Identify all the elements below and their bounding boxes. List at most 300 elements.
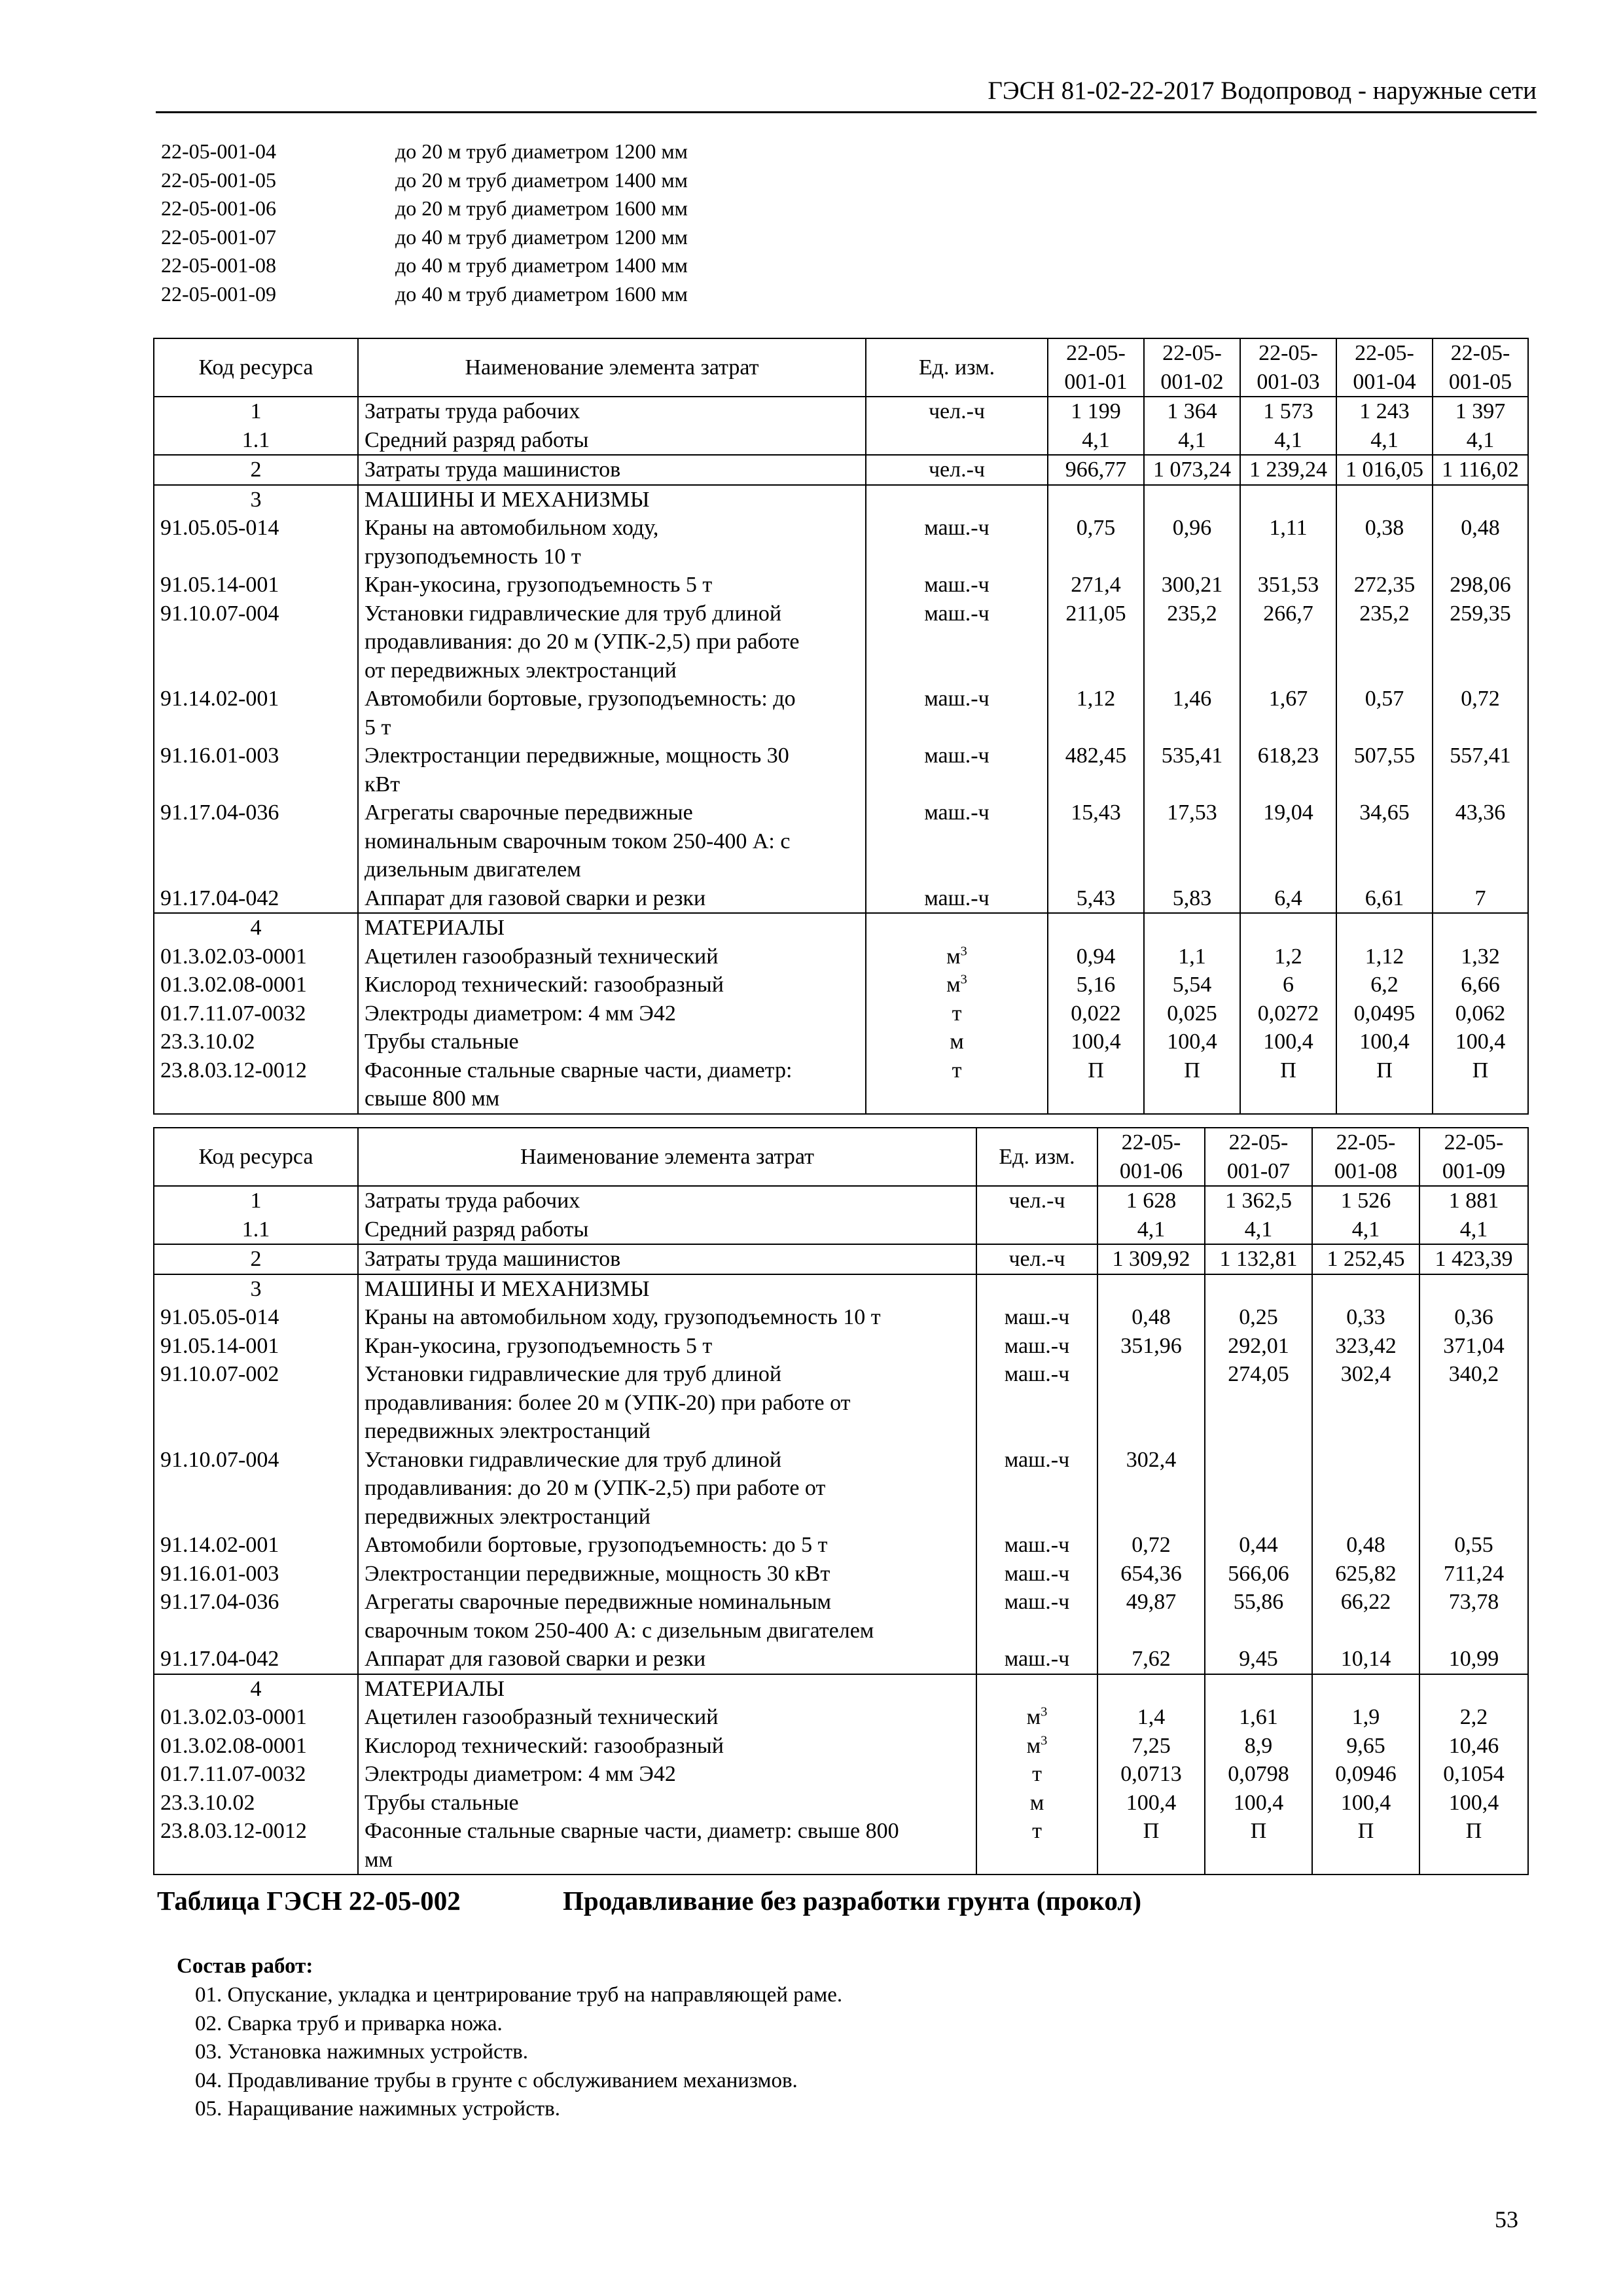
table-row	[154, 600, 1528, 685]
cell-resource-name: Ацетилен газообразный технический	[358, 942, 866, 971]
running-header: ГЭСН 81-02-22-2017 Водопровод - наружные сети	[156, 71, 1537, 113]
cell-unit-superscript: 3	[960, 972, 967, 987]
cell-value: 0,57	[1336, 685, 1433, 742]
cell-value	[1048, 913, 1144, 942]
cell-resource-name	[358, 1817, 976, 1874]
table-row	[154, 397, 1528, 426]
cell-value: 0,48	[1433, 514, 1528, 571]
cell-value: 0,0713	[1097, 1760, 1205, 1789]
cell-value: 0,0272	[1240, 999, 1336, 1028]
cell-resource-name	[358, 1588, 976, 1645]
cell-resource-name-line: Фасонные стальные сварные части, диаметр: свыше 800	[365, 1819, 899, 1843]
cell-resource-name: МАТЕРИАЛЫ	[358, 913, 866, 942]
cell-resource-name-line: Установки гидравлические для труб длиной	[365, 601, 782, 626]
table-row	[154, 913, 1528, 942]
cell-resource-code: 91.17.04-036	[154, 1588, 358, 1645]
cell-value: 100,4	[1312, 1789, 1419, 1818]
cell-resource-name: Кран-укосина, грузоподъемность 5 т	[358, 1332, 976, 1361]
cell-value: 4,1	[1433, 426, 1528, 456]
header-norm-code-line: 22-05-	[1258, 341, 1318, 365]
works-heading: Состав работ:	[177, 1954, 313, 1978]
table-title	[157, 1885, 1141, 1916]
cell-value: 0,75	[1048, 514, 1144, 571]
cell-value: 0,33	[1312, 1303, 1419, 1332]
code-list-desc: до 20 м труб диаметром 1600 мм	[395, 196, 688, 221]
cell-resource-name	[358, 600, 866, 685]
cell-value: 49,87	[1097, 1588, 1205, 1645]
cell-resource-name: МАШИНЫ И МЕХАНИЗМЫ	[358, 1274, 976, 1304]
cell-resource-name-line: передвижных электростанций	[365, 1504, 651, 1529]
cell-value: 0,0495	[1336, 999, 1433, 1028]
cell-value: 100,4	[1205, 1789, 1312, 1818]
cell-value: 4,1	[1336, 426, 1433, 456]
cell-value: 1 526	[1312, 1186, 1419, 1215]
cell-value: 6,4	[1240, 884, 1336, 914]
cell-resource-name: Средний разряд работы	[358, 1215, 976, 1245]
cell-unit	[866, 942, 1048, 971]
header-norm-code	[1144, 338, 1240, 397]
cell-value: 5,43	[1048, 884, 1144, 914]
cell-resource-name: Краны на автомобильном ходу, грузоподъемность 10 т	[358, 1303, 976, 1332]
cell-resource-name-line: грузоподъемность 10 т	[365, 544, 581, 569]
header-code: Код ресурса	[154, 338, 358, 397]
code-list-code: 22-05-001-07	[161, 224, 276, 249]
table-row	[154, 1360, 1528, 1446]
cell-unit	[976, 1674, 1097, 1704]
cell-value: 100,4	[1240, 1028, 1336, 1056]
cell-unit-superscript: 3	[960, 944, 967, 959]
cell-resource-code: 23.3.10.02	[154, 1028, 358, 1056]
cell-value: 266,7	[1240, 600, 1336, 685]
cell-value: 73,78	[1419, 1588, 1528, 1645]
cell-value	[1097, 1274, 1205, 1304]
header-norm-code-line: 22-05-	[1450, 341, 1510, 365]
code-list-item	[161, 194, 688, 223]
cell-unit: чел.-ч	[976, 1186, 1097, 1215]
table-row	[154, 1244, 1528, 1274]
cell-resource-name: Кран-укосина, грузоподъемность 5 т	[358, 571, 866, 600]
cell-value: П	[1240, 1056, 1336, 1114]
header-norm-code-line: 22-05-	[1228, 1130, 1289, 1155]
cell-value: 371,04	[1419, 1332, 1528, 1361]
table-row	[154, 1274, 1528, 1304]
cell-resource-name	[358, 1360, 976, 1446]
cell-value: 302,4	[1097, 1446, 1205, 1532]
cell-value: 340,2	[1419, 1360, 1528, 1446]
cell-value: 0,38	[1336, 514, 1433, 571]
cell-value: 100,4	[1048, 1028, 1144, 1056]
cell-resource-name-line: свыше 800 мм	[365, 1086, 500, 1111]
cell-value: 43,36	[1433, 798, 1528, 884]
table-header-row	[154, 1128, 1528, 1186]
cell-resource-name	[358, 798, 866, 884]
cell-resource-code: 1.1	[154, 426, 358, 456]
cell-value	[1205, 1674, 1312, 1704]
cell-unit: маш.-ч	[976, 1645, 1097, 1674]
cell-unit: маш.-ч	[976, 1360, 1097, 1446]
cell-resource-name-line: дизельным двигателем	[365, 857, 581, 882]
cell-unit: маш.-ч	[976, 1588, 1097, 1645]
table-row	[154, 884, 1528, 914]
cell-value: 1,12	[1048, 685, 1144, 742]
header-norm-code	[1048, 338, 1144, 397]
cell-value: 302,4	[1312, 1360, 1419, 1446]
header-norm-code-line: 22-05-	[1162, 341, 1222, 365]
cell-value: 1,32	[1433, 942, 1528, 971]
header-norm-code-line: 001-03	[1257, 369, 1320, 394]
header-norm-code-line: 001-07	[1226, 1158, 1291, 1183]
cell-value: 1,12	[1336, 942, 1433, 971]
cell-resource-name-line: 5 т	[365, 715, 391, 740]
header-norm-code	[1097, 1128, 1205, 1186]
cell-value	[1419, 1446, 1528, 1532]
cell-value: 4,1	[1048, 426, 1144, 456]
header-norm-code	[1433, 338, 1528, 397]
cell-resource-code: 01.3.02.03-0001	[154, 942, 358, 971]
cell-unit: маш.-ч	[866, 742, 1048, 798]
cell-resource-name	[358, 1446, 976, 1532]
cell-value: П	[1205, 1817, 1312, 1874]
code-list-code: 22-05-001-06	[161, 196, 276, 221]
cell-resource-name: Затраты труда машинистов	[358, 455, 866, 485]
table-row	[154, 1215, 1528, 1245]
cell-value: 1 628	[1097, 1186, 1205, 1215]
table-row	[154, 1056, 1528, 1114]
cell-value: П	[1144, 1056, 1240, 1114]
cell-value: П	[1433, 1056, 1528, 1114]
cell-resource-name: Затраты труда рабочих	[358, 397, 866, 426]
code-list-desc: до 40 м труб диаметром 1200 мм	[395, 224, 688, 249]
cell-value: 351,96	[1097, 1332, 1205, 1361]
cell-value	[1048, 485, 1144, 514]
code-list-code: 22-05-001-04	[161, 139, 276, 163]
cell-unit	[976, 1274, 1097, 1304]
cell-value: 966,77	[1048, 455, 1144, 485]
cell-resource-name-line: передвижных электростанций	[365, 1419, 651, 1443]
cell-value: 654,36	[1097, 1560, 1205, 1588]
cell-unit: маш.-ч	[866, 685, 1048, 742]
cell-unit: маш.-ч	[976, 1332, 1097, 1361]
cell-value	[1312, 1274, 1419, 1304]
cell-resource-code: 23.3.10.02	[154, 1789, 358, 1818]
work-item: 03. Установка нажимных устройств.	[195, 2040, 528, 2064]
header-norm-code-line: 22-05-	[1355, 341, 1414, 365]
code-list-item	[161, 137, 688, 166]
cell-resource-code: 4	[154, 913, 358, 942]
cell-resource-code: 91.17.04-042	[154, 884, 358, 914]
cell-value: 9,65	[1312, 1732, 1419, 1761]
cell-value: 0,062	[1433, 999, 1528, 1028]
cell-value: 1 423,39	[1419, 1244, 1528, 1274]
cell-unit: маш.-ч	[976, 1560, 1097, 1588]
cell-value: 1 362,5	[1205, 1186, 1312, 1215]
code-list-item	[161, 251, 688, 280]
work-item: 02. Сварка труб и приварка ножа.	[195, 2011, 503, 2036]
cell-value: 17,53	[1144, 798, 1240, 884]
cell-value: 7,25	[1097, 1732, 1205, 1761]
cell-resource-name: Аппарат для газовой сварки и резки	[358, 1645, 976, 1674]
cell-value	[1336, 485, 1433, 514]
cell-unit: м	[976, 1789, 1097, 1818]
cell-value: 618,23	[1240, 742, 1336, 798]
table-row	[154, 1817, 1528, 1874]
code-list	[161, 137, 688, 309]
cell-unit: чел.-ч	[976, 1244, 1097, 1274]
table-row	[154, 1732, 1528, 1761]
table-row	[154, 455, 1528, 485]
table-row	[154, 1588, 1528, 1645]
cell-unit-superscript: 3	[1041, 1704, 1048, 1719]
cell-unit: маш.-ч	[866, 571, 1048, 600]
cell-resource-name-line: продавливания: до 20 м (УПК-2,5) при работе от	[365, 1476, 826, 1500]
table-row	[154, 942, 1528, 971]
cell-value	[1240, 913, 1336, 942]
cell-resource-code: 01.3.02.03-0001	[154, 1703, 358, 1732]
cell-value	[1336, 913, 1433, 942]
cell-value: 1,61	[1205, 1703, 1312, 1732]
cell-value: 8,9	[1205, 1732, 1312, 1761]
cell-value: 300,21	[1144, 571, 1240, 600]
cell-unit	[976, 1215, 1097, 1245]
cell-resource-code: 01.7.11.07-0032	[154, 1760, 358, 1789]
cell-value: 0,48	[1097, 1303, 1205, 1332]
cell-value: 100,4	[1144, 1028, 1240, 1056]
cell-resource-name: Трубы стальные	[358, 1789, 976, 1818]
cell-resource-code: 2	[154, 455, 358, 485]
header-name: Наименование элемента затрат	[358, 1128, 976, 1186]
table-row	[154, 1789, 1528, 1818]
cell-resource-name-line: Краны на автомобильном ходу,	[365, 516, 659, 540]
cell-value	[1312, 1446, 1419, 1532]
cell-value: 1,67	[1240, 685, 1336, 742]
header-unit: Ед. изм.	[976, 1128, 1097, 1186]
code-list-desc: до 40 м труб диаметром 1600 мм	[395, 281, 688, 306]
cell-value: 7,62	[1097, 1645, 1205, 1674]
cell-value: 4,1	[1312, 1215, 1419, 1245]
cell-resource-code: 91.05.05-014	[154, 1303, 358, 1332]
cell-value: 1 073,24	[1144, 455, 1240, 485]
cell-resource-name: Кислород технический: газообразный	[358, 971, 866, 999]
table-row	[154, 742, 1528, 798]
cell-unit	[866, 971, 1048, 999]
cell-value: 1 881	[1419, 1186, 1528, 1215]
cell-resource-name-line: Установки гидравлические для труб длиной	[365, 1447, 782, 1472]
cell-resource-name: Кислород технический: газообразный	[358, 1732, 976, 1761]
header-norm-code	[1240, 338, 1336, 397]
cell-value: 0,72	[1433, 685, 1528, 742]
cell-value: 1 016,05	[1336, 455, 1433, 485]
cell-value: 6,61	[1336, 884, 1433, 914]
cell-value: 0,94	[1048, 942, 1144, 971]
cell-resource-code: 2	[154, 1244, 358, 1274]
cell-value	[1419, 1274, 1528, 1304]
cell-value: 7	[1433, 884, 1528, 914]
header-norm-code-line: 22-05-	[1336, 1130, 1396, 1155]
cell-resource-name: Электростанции передвижные, мощность 30 кВт	[358, 1560, 976, 1588]
cell-unit: т	[976, 1760, 1097, 1789]
cell-resource-code: 1	[154, 1186, 358, 1215]
cell-value: 1 116,02	[1433, 455, 1528, 485]
code-list-desc: до 40 м труб диаметром 1400 мм	[395, 253, 688, 278]
table-row	[154, 514, 1528, 571]
table-row	[154, 999, 1528, 1028]
cell-resource-name: МАТЕРИАЛЫ	[358, 1674, 976, 1704]
cell-value: 100,4	[1419, 1789, 1528, 1818]
cell-resource-code: 3	[154, 1274, 358, 1304]
cell-value	[1419, 1674, 1528, 1704]
cell-resource-name-line: Автомобили бортовые, грузоподъемность: до	[365, 687, 796, 711]
table-row	[154, 1760, 1528, 1789]
cell-value: 55,86	[1205, 1588, 1312, 1645]
header-norm-code-line: 001-06	[1119, 1158, 1183, 1183]
cell-value: 557,41	[1433, 742, 1528, 798]
table-row	[154, 1446, 1528, 1532]
table-row	[154, 971, 1528, 999]
cell-value: 1 243	[1336, 397, 1433, 426]
cell-resource-name-line: Фасонные стальные сварные части, диаметр:	[365, 1058, 793, 1083]
cell-resource-code: 91.16.01-003	[154, 742, 358, 798]
cell-unit: т	[866, 1056, 1048, 1114]
resource-table-1	[153, 338, 1529, 1115]
header-norm-code	[1419, 1128, 1528, 1186]
cell-resource-name-line: продавливания: до 20 м (УПК-2,5) при работе	[365, 630, 800, 654]
cell-resource-code: 91.10.07-002	[154, 1360, 358, 1446]
cell-resource-code: 23.8.03.12-0012	[154, 1817, 358, 1874]
cell-value: 6	[1240, 971, 1336, 999]
cell-value: 323,42	[1312, 1332, 1419, 1361]
code-list-code: 22-05-001-09	[161, 281, 276, 306]
work-item: 01. Опускание, укладка и центрирование труб на направляющей раме.	[195, 1983, 843, 2007]
cell-value: 6,2	[1336, 971, 1433, 999]
cell-resource-name: МАШИНЫ И МЕХАНИЗМЫ	[358, 485, 866, 514]
code-list-code: 22-05-001-08	[161, 253, 276, 278]
cell-value: 1 199	[1048, 397, 1144, 426]
cell-resource-name: Затраты труда рабочих	[358, 1186, 976, 1215]
cell-resource-name-line: Электростанции передвижные, мощность 30	[365, 744, 789, 768]
cell-resource-code: 91.17.04-042	[154, 1645, 358, 1674]
cell-resource-name-line: Агрегаты сварочные передвижные	[365, 800, 693, 825]
cell-value: 100,4	[1097, 1789, 1205, 1818]
cell-value: 10,99	[1419, 1645, 1528, 1674]
cell-value: 10,14	[1312, 1645, 1419, 1674]
header-norm-code-line: 22-05-	[1121, 1130, 1181, 1155]
cell-value: 211,05	[1048, 600, 1144, 685]
header-unit: Ед. изм.	[866, 338, 1048, 397]
cell-value: 298,06	[1433, 571, 1528, 600]
cell-resource-code: 23.8.03.12-0012	[154, 1056, 358, 1114]
header-norm-code-line: 001-05	[1448, 369, 1512, 394]
cell-value: 100,4	[1433, 1028, 1528, 1056]
cell-value: П	[1097, 1817, 1205, 1874]
cell-resource-code: 91.17.04-036	[154, 798, 358, 884]
cell-value: 1 239,24	[1240, 455, 1336, 485]
cell-value: 4,1	[1240, 426, 1336, 456]
cell-value: 15,43	[1048, 798, 1144, 884]
cell-value: 272,35	[1336, 571, 1433, 600]
cell-value: 4,1	[1419, 1215, 1528, 1245]
cell-value: 535,41	[1144, 742, 1240, 798]
table-title-name: Продавливание без разработки грунта (прокол)	[563, 1886, 1142, 1916]
cell-value	[1433, 485, 1528, 514]
cell-value: П	[1419, 1817, 1528, 1874]
cell-value: 19,04	[1240, 798, 1336, 884]
header-code: Код ресурса	[154, 1128, 358, 1186]
header-norm-code-line: 001-01	[1064, 369, 1128, 394]
cell-unit: т	[866, 999, 1048, 1028]
cell-resource-name: Трубы стальные	[358, 1028, 866, 1056]
header-name: Наименование элемента затрат	[358, 338, 866, 397]
cell-value: 0,36	[1419, 1303, 1528, 1332]
cell-value: 271,4	[1048, 571, 1144, 600]
cell-resource-name: Электроды диаметром: 4 мм Э42	[358, 1760, 976, 1789]
cell-resource-code: 01.3.02.08-0001	[154, 971, 358, 999]
cell-resource-name: Затраты труда машинистов	[358, 1244, 976, 1274]
cell-value: 235,2	[1144, 600, 1240, 685]
works-list	[177, 1981, 842, 2124]
cell-value: 2,2	[1419, 1703, 1528, 1732]
header-norm-code	[1336, 338, 1433, 397]
cell-value	[1097, 1674, 1205, 1704]
cell-value	[1240, 485, 1336, 514]
resource-table-2	[153, 1127, 1529, 1875]
cell-unit	[866, 913, 1048, 942]
cell-value: 1,11	[1240, 514, 1336, 571]
table-row	[154, 1028, 1528, 1056]
cell-value: 0,0798	[1205, 1760, 1312, 1789]
cell-resource-name: Ацетилен газообразный технический	[358, 1703, 976, 1732]
cell-unit	[866, 485, 1048, 514]
table-row	[154, 1703, 1528, 1732]
cell-resource-code: 91.14.02-001	[154, 685, 358, 742]
table-row	[154, 1645, 1528, 1674]
code-list-desc: до 20 м труб диаметром 1400 мм	[395, 168, 688, 192]
cell-value: 4,1	[1144, 426, 1240, 456]
table-row	[154, 1303, 1528, 1332]
cell-unit: маш.-ч	[866, 884, 1048, 914]
cell-value: 100,4	[1336, 1028, 1433, 1056]
cell-value: 66,22	[1312, 1588, 1419, 1645]
works-composition	[177, 1952, 842, 2124]
cell-value: 1,1	[1144, 942, 1240, 971]
cell-resource-name-line: номинальным сварочным током 250-400 А: с	[365, 829, 791, 853]
cell-value: 507,55	[1336, 742, 1433, 798]
cell-unit: маш.-ч	[866, 600, 1048, 685]
table-header-row	[154, 338, 1528, 397]
cell-value: 625,82	[1312, 1560, 1419, 1588]
cell-resource-code: 91.05.14-001	[154, 1332, 358, 1361]
header-norm-code-line: 001-02	[1160, 369, 1224, 394]
code-list-item	[161, 166, 688, 195]
cell-resource-name	[358, 685, 866, 742]
cell-value: 10,46	[1419, 1732, 1528, 1761]
cell-resource-code: 91.10.07-004	[154, 1446, 358, 1532]
cell-resource-name	[358, 514, 866, 571]
cell-value: 235,2	[1336, 600, 1433, 685]
cell-value: 5,54	[1144, 971, 1240, 999]
cell-resource-code: 91.14.02-001	[154, 1531, 358, 1560]
cell-resource-name-line: кВт	[365, 772, 401, 797]
cell-resource-name-line: продавливания: более 20 м (УПК-20) при работе от	[365, 1390, 851, 1415]
cell-value: 4,1	[1097, 1215, 1205, 1245]
cell-value: 1,4	[1097, 1703, 1205, 1732]
table-row	[154, 426, 1528, 456]
cell-value: 0,25	[1205, 1303, 1312, 1332]
cell-value: 1 397	[1433, 397, 1528, 426]
cell-value: 6,66	[1433, 971, 1528, 999]
cell-value: 0,44	[1205, 1531, 1312, 1560]
table-row	[154, 1674, 1528, 1704]
cell-resource-code: 3	[154, 485, 358, 514]
